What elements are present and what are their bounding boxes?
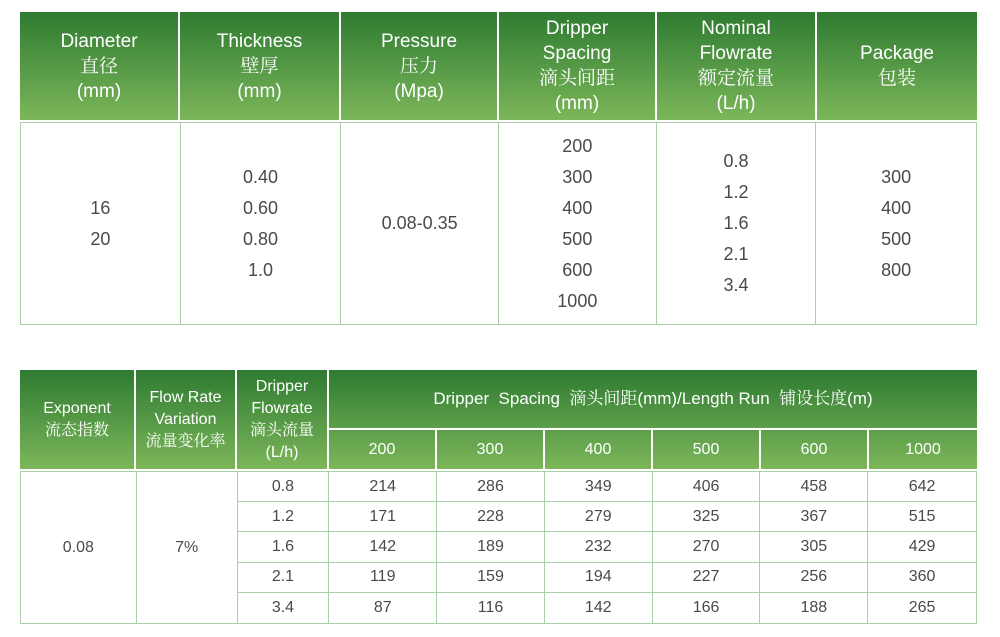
t2-cell: 228 xyxy=(437,502,545,532)
t1-thickness-values xyxy=(181,123,342,324)
t1-header-thickness xyxy=(180,12,341,120)
t2-cell: 279 xyxy=(545,502,653,532)
t1-header-dripper-spacing xyxy=(499,12,657,120)
t1-package-values xyxy=(816,123,976,324)
t2-cell: 406 xyxy=(653,472,761,502)
t1-header-pressure xyxy=(341,12,499,120)
t2-cell: 270 xyxy=(653,532,761,562)
t2-cell: 458 xyxy=(760,472,868,502)
value-line: 20 xyxy=(90,228,111,249)
header-unit: (Mpa) xyxy=(394,80,444,102)
t2-cell: 214 xyxy=(329,472,437,502)
header-zh: 流量变化率 xyxy=(145,432,226,450)
t2-cell: 119 xyxy=(329,563,437,593)
t2-header-exponent xyxy=(20,370,136,469)
value-line: 0.40 xyxy=(242,166,279,187)
t2-cell: 142 xyxy=(329,532,437,562)
t1-header-package xyxy=(817,12,977,120)
t2-row-flowrate: 1.2 xyxy=(238,502,330,532)
t1-diameter-values xyxy=(21,123,181,324)
t2-subheader-300: 300 xyxy=(437,430,545,469)
t2-cell: 642 xyxy=(868,472,976,502)
value-line: 1.6 xyxy=(723,213,749,233)
t2-cell: 305 xyxy=(760,532,868,562)
header-en: Package xyxy=(860,43,934,64)
header-unit: (mm) xyxy=(76,80,122,102)
header-zh: 额定流量 xyxy=(697,68,774,89)
t2-subheader-1000: 1000 xyxy=(869,430,977,469)
spec-table-header xyxy=(20,12,977,120)
t2-row-flowrate: 1.6 xyxy=(238,532,330,562)
t2-row-flowrate: 0.8 xyxy=(238,472,330,502)
t2-row-flowrate: 3.4 xyxy=(238,593,330,623)
value-line: 400 xyxy=(562,197,593,218)
value-line: 2.1 xyxy=(723,244,749,264)
header-zh: 直径 xyxy=(79,55,118,77)
t2-subheader-600: 600 xyxy=(761,430,869,469)
header-unit: (mm) xyxy=(554,93,600,114)
header-en: Dripper Spacing xyxy=(542,18,612,64)
header-en: Exponent xyxy=(43,399,111,417)
t2-cell: 349 xyxy=(545,472,653,502)
value-line: 500 xyxy=(562,228,593,249)
header-zh: 流态指数 xyxy=(44,421,109,439)
t1-pressure-value xyxy=(341,123,499,324)
value-line: 0.80 xyxy=(242,228,279,249)
value-line: 400 xyxy=(881,197,912,218)
value-line: 1.0 xyxy=(247,259,273,280)
t2-cell: 256 xyxy=(760,563,868,593)
t2-cell: 189 xyxy=(437,532,545,562)
header-en: Thickness xyxy=(216,30,303,52)
t2-cell: 367 xyxy=(760,502,868,532)
header-zh: 滴头流量 xyxy=(249,421,314,439)
value-line: 1000 xyxy=(557,290,598,311)
t2-cell: 429 xyxy=(868,532,976,562)
t2-flow-rate-variation-value: 7% xyxy=(137,472,238,623)
value-line: 300 xyxy=(881,166,912,187)
header-zh: 滴头间距 xyxy=(538,68,615,89)
t2-cell: 265 xyxy=(908,598,936,616)
length-run-table-header xyxy=(20,370,977,469)
header-en: Flow Rate Variation xyxy=(149,388,222,428)
t1-dripper-spacing-values xyxy=(499,123,657,324)
t2-cell: 159 xyxy=(437,563,545,593)
t2-cell: 360 xyxy=(868,563,976,593)
t2-cell: 232 xyxy=(545,532,653,562)
t1-header-diameter xyxy=(20,12,180,120)
t2-exponent-value: 0.08 xyxy=(21,472,137,623)
spec-table-body xyxy=(20,122,977,325)
t2-cell: 188 xyxy=(760,593,868,623)
t2-subheader-400: 400 xyxy=(545,430,653,469)
length-run-table xyxy=(20,370,977,624)
t2-cell: 142 xyxy=(545,593,653,623)
value-line: 16 xyxy=(90,197,111,218)
t2-cell: 515 xyxy=(868,502,976,532)
t1-nominal-flowrate-values xyxy=(657,123,817,324)
t2-header-flow-rate-variation xyxy=(136,370,237,469)
value-line: 0.60 xyxy=(242,197,279,218)
t2-cell: 87 xyxy=(329,593,437,623)
length-run-table-body xyxy=(20,471,977,624)
t2-cell: 194 xyxy=(545,563,653,593)
header-unit: (mm) xyxy=(237,80,282,102)
header-en: Pressure xyxy=(380,30,458,52)
header-en: Dripper Flowrate xyxy=(251,377,313,417)
t2-cell: 286 xyxy=(437,472,545,502)
header-en: Nominal Flowrate xyxy=(699,18,773,64)
value-line: 500 xyxy=(881,228,912,249)
t2-subheader-500: 500 xyxy=(653,430,761,469)
header-zh: 壁厚 xyxy=(240,55,279,77)
header-unit: (L/h) xyxy=(716,93,756,114)
value-line: 1.2 xyxy=(723,182,749,202)
value-line: 0.08-0.35 xyxy=(381,213,458,233)
header-en: Diameter xyxy=(60,30,138,52)
t2-header-span-dripper-spacing-length-run: Dripper Spacing 滴头间距(mm)/Length Run 铺设长度(m) xyxy=(329,370,977,430)
value-line: 0.8 xyxy=(723,151,749,171)
t2-cell: 325 xyxy=(653,502,761,532)
t2-cell: 227 xyxy=(653,563,761,593)
value-line: 600 xyxy=(562,259,593,280)
t2-cell: 116 xyxy=(437,593,545,623)
t2-cell: 171 xyxy=(329,502,437,532)
header-zh: 包装 xyxy=(877,68,916,89)
header-unit: (L/h) xyxy=(265,443,299,461)
spec-table xyxy=(20,12,977,325)
t2-subheader-200: 200 xyxy=(329,430,437,469)
value-line: 3.4 xyxy=(723,275,749,295)
value-line: 800 xyxy=(881,259,912,280)
header-zh: 压力 xyxy=(399,55,438,77)
t2-header-dripper-flowrate xyxy=(237,370,329,469)
value-line: 200 xyxy=(562,135,593,156)
value-line: 300 xyxy=(562,166,593,187)
t2-row-flowrate: 2.1 xyxy=(238,563,330,593)
t2-cell: 166 xyxy=(653,593,761,623)
t1-header-nominal-flowrate xyxy=(657,12,817,120)
